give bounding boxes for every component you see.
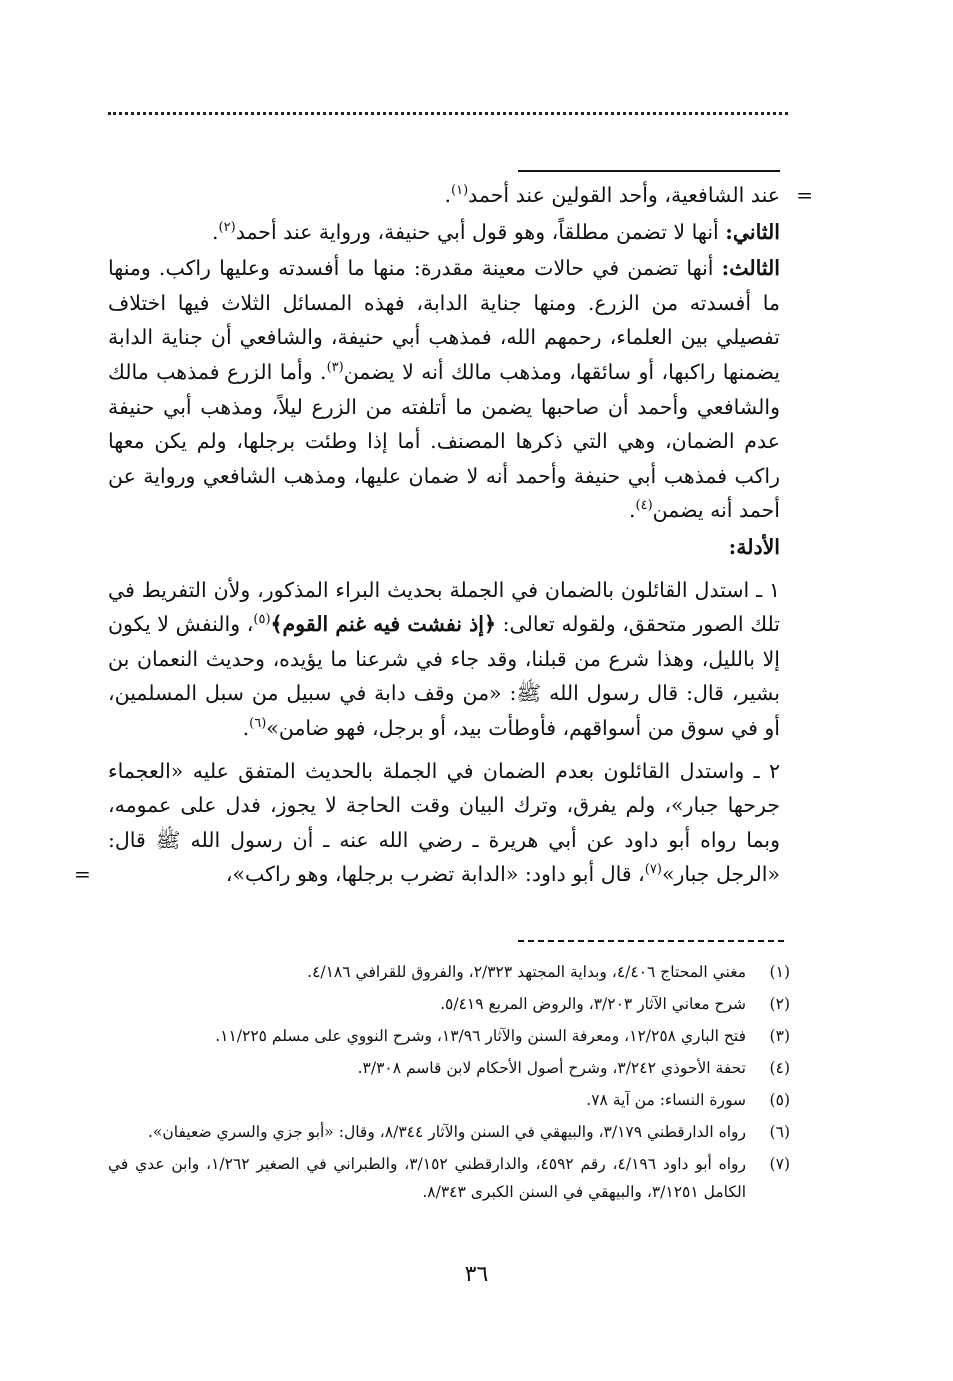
footnote-number: (٣): [769, 1027, 790, 1045]
footnote-number: (٢): [769, 995, 790, 1013]
evidence-text: ، والنفش لا يكون إلا بالليل، وهذا شرع من قبلنا، وقد جاء في شرعنا ما يؤيده، وحديث النعمان بن بشير، قال: قال رسول الله ﷺ: «من وقف دابة في سبيل من سبل المسلمين، أو في سوق من أسواقهم، فأوطأت بيد، أو برجل، فهو ضامن»: [108, 612, 780, 740]
continuation-mark: =: [74, 862, 91, 887]
continuation-rule: [518, 170, 780, 172]
paragraph-text: أنها لا تضمن مطلقاً، وهو قول أبي حنيفة، ورواية عند أحمد: [235, 219, 726, 244]
paragraph-lead: الثالث:: [721, 256, 780, 281]
footnote: [108, 958, 790, 986]
evidence-text: ٢ ـ واستدل القائلون بعدم الضمان في الجملة بالحديث المتفق عليه «العجماء جرحها جبار»، ولم يفرق، وترك البيان وقت الحاجة لا يجوز، فدل على عمومه، وبما رواه أبو داود عن أبي هريرة ـ رضي الله عنه ـ أن رسول الله ﷺ قال: «الرجل جبار»: [108, 758, 780, 887]
footnote-number: (٦): [769, 1123, 790, 1141]
footnote-separator: [518, 940, 784, 942]
footnote: [108, 1054, 790, 1082]
dotted-separator: [108, 112, 788, 115]
evidence-item: [108, 573, 780, 746]
footnote-ref: (١): [451, 183, 469, 199]
evidence-text: ، قال أبو داود: «الدابة تضرب برجلها، وهو راكب»،: [225, 862, 645, 887]
footnote-number: (٤): [769, 1059, 790, 1077]
footnote-ref: (٧): [644, 862, 662, 878]
evidence-item: [74, 754, 780, 892]
paragraph-tail: .: [212, 219, 219, 244]
footnote: [108, 1118, 790, 1146]
paragraph-lead: الثاني:: [725, 219, 780, 244]
footnote-ref: (٢): [218, 219, 236, 235]
quran-quote: ﴿إذ نفشت فيه غنم القوم﴾: [270, 612, 496, 637]
paragraph-tail: .: [628, 498, 636, 523]
paragraph-text: عند الشافعية، وأحد القولين عند أحمد: [468, 183, 780, 207]
footnote-text: تحفة الأحوذي ٣/٢٤٢، وشرح أصول الأحكام لابن قاسم ٣/٣٠٨.: [357, 1059, 746, 1077]
footnote-number: (٧): [769, 1155, 790, 1173]
paragraph-text: أنها تضمن في حالات معينة مقدرة: منها ما أفسدته وعليها راكب. ومنها ما أفسدته من الزرع. ومنها جناية الدابة، فهذه المسائل الثلاث فيها اختلاف تفصيلي بين العلماء، رحمهم الله، فمذهب أبي حنيفة، والشافعي أن جناية الدابة يضمنها راكبها، أو سائقها، ومذهب مالك أنه لا يضمن: [108, 256, 780, 384]
paragraph-third-opinion: [108, 251, 780, 528]
evidence-tail: .: [242, 715, 250, 740]
page-number: ٣٦: [464, 1262, 489, 1287]
footnote-number: (١): [769, 963, 790, 981]
footnote: [108, 990, 790, 1018]
footnote-text: سورة النساء: من آية ٧٨.: [586, 1091, 746, 1109]
evidence-heading: الأدلة:: [728, 534, 780, 559]
footnote: [108, 1086, 790, 1114]
footnote: [108, 1150, 790, 1206]
footnote-ref: (٤): [635, 498, 653, 514]
footnotes: [108, 958, 790, 1210]
footnote-text: شرح معاني الآثار ٣/٢٠٣، والروض المربع ٥/٤١٩.: [440, 995, 746, 1013]
footnote-ref: (٥): [253, 612, 271, 628]
paragraph-continuation: [108, 178, 813, 213]
footnote-text: رواه أبو داود ٤/١٩٦، رقم ٤٥٩٢، والدارقطني ٣/١٥٢، والطبراني في الصغير ١/٢٦٢، وابن عدي في الكامل ٣/١٢٥١، والبيهقي في السنن الكبرى ٨/٣٤٣.: [108, 1155, 746, 1201]
main-text: [74, 178, 813, 892]
continuation-mark: =: [796, 183, 813, 207]
paragraph-tail: .: [444, 183, 451, 207]
footnote-number: (٥): [769, 1091, 790, 1109]
paragraph-second-opinion: [108, 215, 780, 250]
footnote: [108, 1022, 790, 1050]
evidence-text: ١ ـ استدل القائلون بالضمان في الجملة بحديث البراء المذكور، ولأن التفريط في تلك الصور متحقق، ولقوله تعالى:: [108, 577, 780, 637]
footnote-ref: (٣): [326, 360, 344, 376]
footnote-text: رواه الدارقطني ٣/١٧٩، والبيهقي في السنن والآثار ٨/٣٤٤، وقال: «أبو جزي والسري ضعيفان».: [147, 1123, 746, 1141]
paragraph-tail: . وأما الزرع فمذهب مالك والشافعي وأحمد أن صاحبها يضمن ما أتلفته من الزرع ليلاً، ومذهب أبي حنيفة عدم الضمان، وهي التي ذكرها المصنف. أما إذا وطئت برجلها، ولم يكن معها راكب فمذهب أبي حنيفة وأحمد أنه لا ضمان عليها، ومذهب الشافعي ورواية عن أحمد أنه يضمن: [108, 359, 780, 523]
footnote-text: فتح الباري ١٢/٢٥٨، ومعرفة السنن والآثار ١٣/٩٦، وشرح النووي على مسلم ١١/٢٢٥.: [215, 1027, 746, 1045]
footnote-text: مغني المحتاج ٤/٤٠٦، وبداية المجتهد ٢/٣٢٣، والفروق للقرافي ٤/١٨٦.: [307, 963, 746, 981]
footnote-ref: (٦): [249, 716, 267, 732]
